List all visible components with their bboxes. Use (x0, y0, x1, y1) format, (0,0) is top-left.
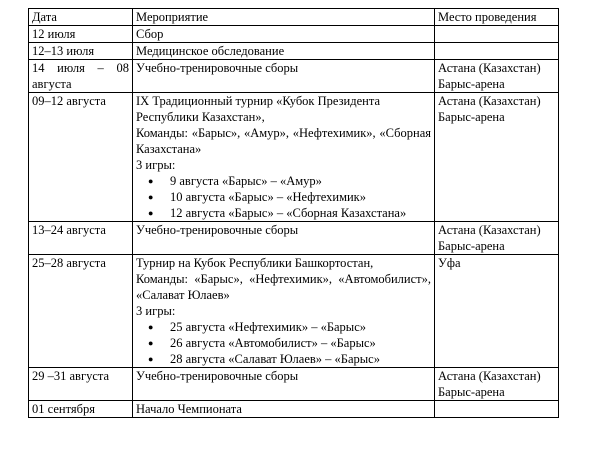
list-item: ● 25 августа «Нефтехимик» – «Барыс» (170, 319, 431, 335)
date-cell: 14 июля – 08 августа (29, 60, 133, 93)
place-cell (435, 401, 559, 418)
table-row (29, 43, 559, 60)
place-cell (435, 26, 559, 43)
date-cell: 12–13 июля (29, 43, 133, 60)
header-row (29, 9, 559, 26)
schedule-table (28, 8, 559, 418)
table-row (29, 368, 559, 401)
event-cell: Начало Чемпионата (133, 401, 435, 418)
event-title: Турнир на Кубок Республики Башкортостан, (136, 256, 374, 270)
event-cell: Учебно-тренировочные сборы (133, 60, 435, 93)
table-row (29, 401, 559, 418)
table-row (29, 60, 559, 93)
event-teams: Команды: «Барыс», «Нефтехимик», «Автомобилист», «Салават Юлаев» (136, 272, 431, 302)
event-cell (133, 255, 435, 368)
games-label: 3 игры: (136, 304, 176, 318)
date-cell: 09–12 августа (29, 93, 133, 222)
list-item: ● 26 августа «Автомобилист» – «Барыс» (170, 335, 431, 351)
header-place: Место проведения (435, 9, 559, 26)
table-row (29, 93, 559, 222)
event-cell: Медицинское обследование (133, 43, 435, 60)
place-cell: Уфа (435, 255, 559, 368)
date-cell: 12 июля (29, 26, 133, 43)
event-cell: Учебно-тренировочные сборы (133, 368, 435, 401)
table-row (29, 26, 559, 43)
table-row (29, 255, 559, 368)
date-cell: 13–24 августа (29, 222, 133, 255)
date-cell: 01 сентября (29, 401, 133, 418)
header-event: Мероприятие (133, 9, 435, 26)
list-item: ● 28 августа «Салават Юлаев» – «Барыс» (170, 351, 431, 367)
place-cell: Астана (Казахстан) Барыс-арена (435, 93, 559, 222)
place-cell: Астана (Казахстан) Барыс-арена (435, 222, 559, 255)
place-cell (435, 43, 559, 60)
date-cell: 25–28 августа (29, 255, 133, 368)
games-label: 3 игры: (136, 158, 176, 172)
event-teams: Команды: «Барыс», «Амур», «Нефтехимик», «Сборная Казахстана» (136, 126, 431, 156)
table-row (29, 222, 559, 255)
list-item: ● 9 августа «Барыс» – «Амур» (170, 173, 431, 189)
place-cell: Астана (Казахстан) Барыс-арена (435, 368, 559, 401)
event-title: IX Традиционный турнир «Кубок Президента Республики Казахстан», (136, 94, 381, 124)
list-item: ● 12 августа «Барыс» – «Сборная Казахстана» (170, 205, 431, 221)
list-item: ● 10 августа «Барыс» – «Нефтехимик» (170, 189, 431, 205)
header-date: Дата (29, 9, 133, 26)
date-cell: 29 –31 августа (29, 368, 133, 401)
place-cell: Астана (Казахстан) Барыс-арена (435, 60, 559, 93)
games-list (136, 319, 431, 367)
event-cell: Сбор (133, 26, 435, 43)
event-cell: Учебно-тренировочные сборы (133, 222, 435, 255)
event-cell (133, 93, 435, 222)
games-list (136, 173, 431, 221)
